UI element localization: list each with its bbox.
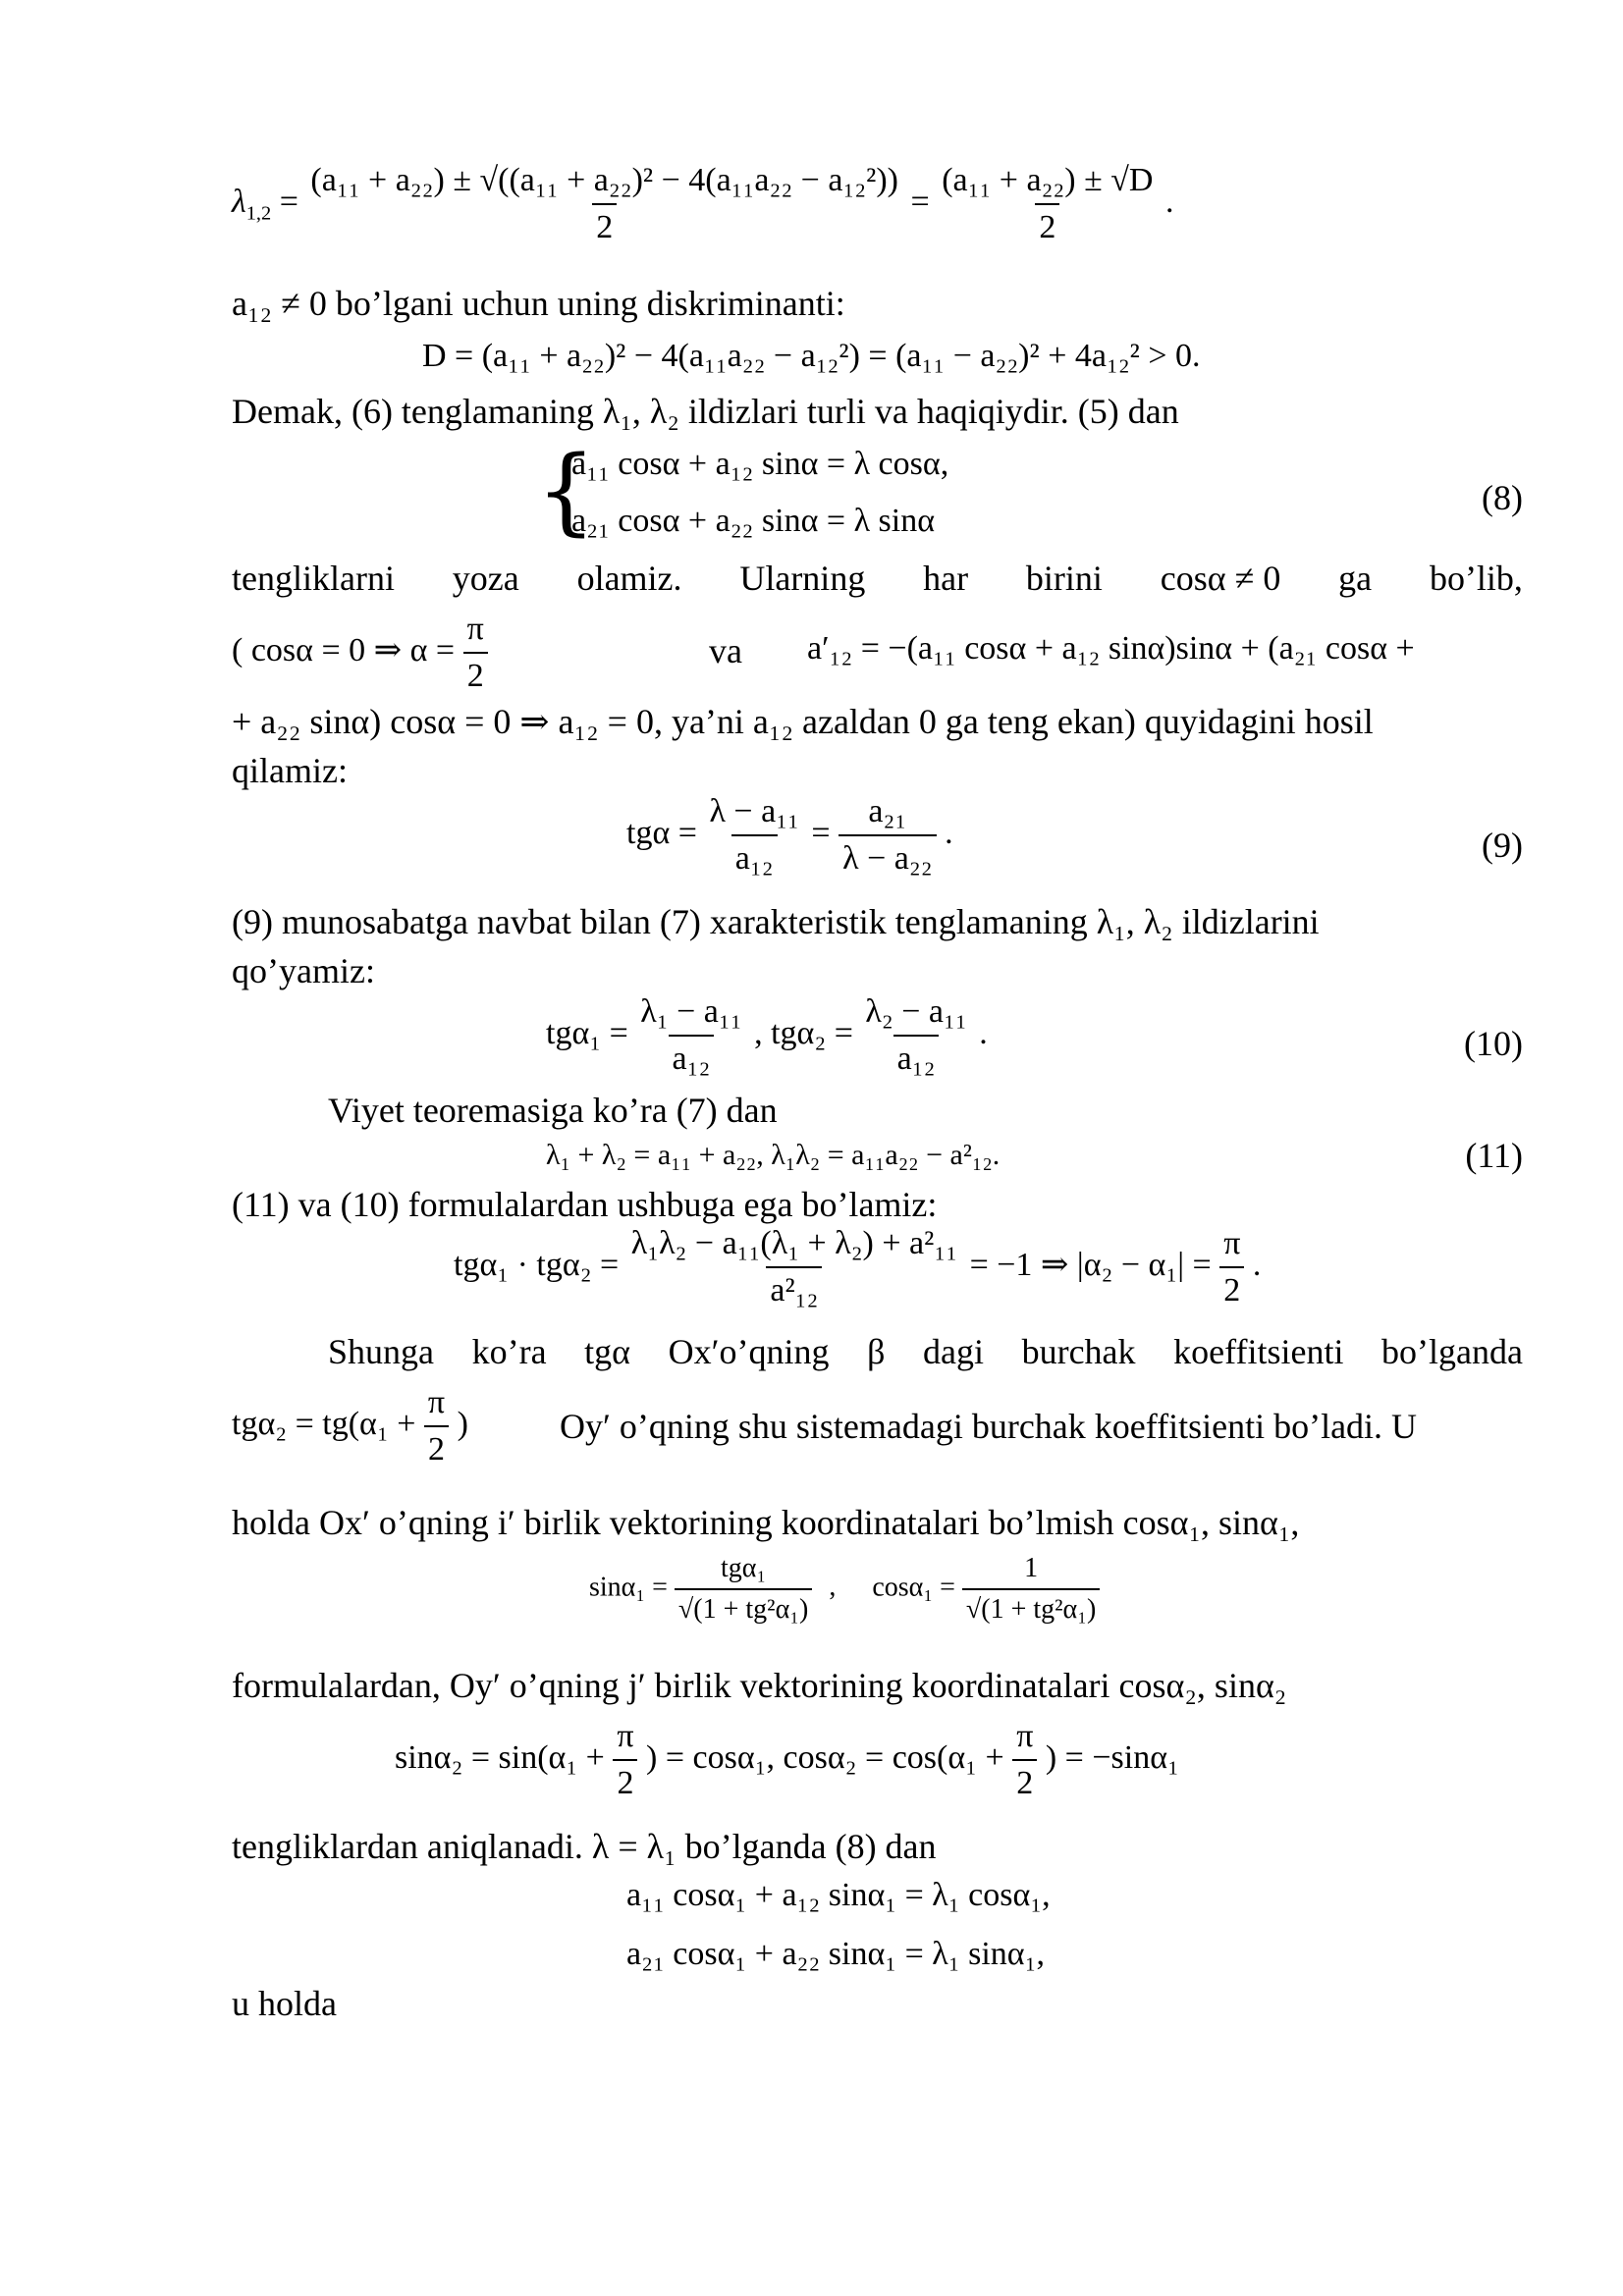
sin-lhs: sinα₁ = (589, 1572, 668, 1603)
tga2-lhs: tgα₂ = tg(α₁ + (232, 1405, 416, 1442)
text-11-va-10: (11) va (10) formulalardan ushbuga ega bo’lamiz: (232, 1185, 938, 1224)
product-fraction (627, 1225, 961, 1309)
pi-symbol: π (1223, 1225, 1241, 1261)
eq9-num2: a₂₁ (868, 793, 907, 829)
formula-cos-zero (232, 611, 488, 695)
cos-den: √(1 + tg²α₁) (962, 1588, 1100, 1626)
text-u-holda: u holda (232, 1984, 337, 2023)
two: 2 (463, 652, 488, 695)
system8-row2: a₂₁ cosα + a₂₂ sinα = λ sinα (571, 503, 936, 539)
eq10-fraction-2 (861, 993, 970, 1078)
equation-number-9: (9) (1482, 826, 1523, 865)
formula-sin-cos-alpha2 (395, 1718, 1179, 1802)
equals-sign: = (811, 814, 831, 851)
word: olamiz. (576, 559, 682, 598)
text-tengliklarni-line (232, 558, 1523, 599)
text-tengliklardan: tengliklardan aniqlanadi. λ = λ₁ bo’lganda (8) dan (232, 1827, 937, 1866)
formula-tga2 (232, 1384, 468, 1468)
text-demak: Demak, (6) tenglamaning λ₁, λ₂ ildizlari turli va haqiqiydir. (5) dan (232, 392, 1179, 431)
word: dagi (923, 1332, 984, 1371)
system8-row1: a₁₁ cosα + a₁₂ sinα = λ cosα, (571, 446, 949, 482)
word: ga (1338, 559, 1373, 598)
word: koeffitsienti (1173, 1332, 1344, 1371)
formula-9 (626, 793, 953, 878)
equation-number-10: (10) (1464, 1024, 1523, 1063)
pi-symbol: π (427, 1384, 446, 1420)
pi-over-2 (463, 611, 488, 695)
fraction-1-denominator: 2 (592, 203, 617, 246)
pi-symbol: π (617, 1718, 634, 1754)
product-den: a²₁₂ (766, 1266, 822, 1309)
product-pi-over-2 (1219, 1225, 1244, 1309)
eq10-fraction-1 (636, 993, 745, 1078)
period: . (979, 1014, 988, 1051)
formula-11: λ₁ + λ₂ = a₁₁ + a₂₂, λ₁λ₂ = a₁₁a₂₂ − a²₁₂. (546, 1139, 1001, 1171)
eq9-den1: a₁₂ (731, 834, 778, 878)
sincos2-pi-over-2-b (1012, 1718, 1037, 1802)
formula-sin-cos-alpha1 (589, 1553, 1100, 1626)
equals-sign: = (910, 183, 939, 220)
formula-product (454, 1225, 1261, 1309)
text-oy-qning: Oy′ o’qning shu sistemadagi burchak koeffitsienti bo’ladi. U (560, 1407, 1418, 1446)
text-a12-discriminant: a₁₂ ≠ 0 bo’lgani uchun uning diskriminanti: (232, 284, 845, 323)
text-qoyamiz: qo’yamiz: (232, 951, 375, 990)
close-paren: ) (457, 1405, 468, 1442)
formula-a12-prime: a′₁₂ = −(a₁₁ cosα + a₁₂ sinα)sinα + (a₂₁ cosα + (807, 630, 1415, 667)
word: Shunga (328, 1332, 434, 1371)
cos-lhs: cosα₁ = (872, 1572, 955, 1603)
text-va: va (709, 631, 742, 670)
lambda-symbol: λ (232, 183, 246, 220)
cos-zero-left: ( cosα = 0 ⇒ α = (232, 631, 456, 668)
word: bo’lganda (1381, 1332, 1523, 1371)
word: birini (1025, 559, 1103, 598)
product-mid: = −1 ⇒ |α₂ − α₁| = (969, 1246, 1212, 1283)
two: 2 (613, 1759, 637, 1802)
eq10-num1: λ₁ − a₁₁ (640, 993, 742, 1030)
eq9-fraction-2 (839, 793, 936, 878)
eq10-den1: a₁₂ (669, 1035, 715, 1078)
system-brace: { (536, 436, 597, 546)
word: ko’ra (471, 1332, 547, 1371)
fraction-2 (938, 162, 1157, 246)
word: bo’lib, (1429, 559, 1523, 598)
formula-10 (546, 993, 988, 1078)
word: Ularning (739, 559, 866, 598)
period: . (1252, 1246, 1262, 1283)
fraction-1-numerator: (a₁₁ + a₂₂) ± √((a₁₁ + a₂₂)² − 4(a₁₁a₂₂ − a₁₂²)) (310, 162, 898, 198)
pi-symbol: π (1016, 1718, 1034, 1754)
equation-number-8: (8) (1482, 478, 1523, 517)
text-shunga-line (328, 1331, 1523, 1372)
word: tgα (584, 1332, 631, 1371)
sincos2-pi-over-2-a (613, 1718, 637, 1802)
formula-lambda12 (232, 162, 1173, 246)
eq10-den2: a₁₂ (893, 1035, 940, 1078)
two: 2 (1012, 1759, 1037, 1802)
word: har (923, 559, 969, 598)
sincos2-b: ) = cosα₁, cosα₂ = cos(α₁ + (646, 1738, 1004, 1776)
equals-sign: = (279, 183, 307, 220)
formula-discriminant: D = (a₁₁ + a₂₂)² − 4(a₁₁a₂₂ − a₁₂²) = (a₁₁ − a₂₂)² + 4a₁₂² > 0. (422, 338, 1201, 374)
fraction-1 (306, 162, 902, 246)
comma: , (829, 1572, 837, 1603)
fraction-2-denominator: 2 (1035, 203, 1059, 246)
eq9-den2: λ − a₂₂ (839, 834, 936, 878)
word: Ox′o’qning (668, 1332, 830, 1371)
word: β (867, 1332, 886, 1371)
sin-num: tgα₁ (721, 1553, 767, 1583)
eq9-num1: λ − a₁₁ (709, 793, 799, 829)
sincos2-c: ) = −sinα₁ (1045, 1738, 1179, 1776)
product-num: λ₁λ₂ − a₁₁(λ₁ + λ₂) + a²₁₁ (630, 1225, 958, 1261)
period: . (1164, 183, 1174, 220)
word: burchak (1021, 1332, 1136, 1371)
fraction-2-numerator: (a₁₁ + a₂₂) ± √D (942, 162, 1154, 198)
period: . (945, 814, 953, 851)
word: cosα ≠ 0 (1160, 559, 1281, 598)
lambda-subscript: 1,2 (245, 202, 272, 225)
word: tengliklarni (232, 559, 395, 598)
tga2-pi-over-2 (424, 1384, 449, 1468)
word: yoza (452, 559, 519, 598)
two: 2 (424, 1425, 449, 1468)
eq10-num2: λ₂ − a₁₁ (865, 993, 967, 1030)
cos-num: 1 (1024, 1553, 1039, 1583)
text-viyet: Viyet teoremasiga ko’ra (7) dan (328, 1091, 778, 1130)
eq9-fraction-1 (705, 793, 802, 878)
eq10-mid: , tgα₂ = (754, 1014, 853, 1051)
text-holda-ox: holda Ox′ o’qning i′ birlik vektorining koordinatalari bo’lmish cosα₁, sinα₁, (232, 1503, 1300, 1542)
text-formulalardan: formulalardan, Oy′ o’qning j′ birlik vektorining koordinatalari cosα₂, sinα₂ (232, 1666, 1287, 1705)
text-9-munosabat: (9) munosabatga navbat bilan (7) xarakteristik tenglamaning λ₁, λ₂ ildizlarini (232, 902, 1320, 941)
cos-fraction (962, 1553, 1100, 1626)
product-lhs: tgα₁ · tgα₂ = (454, 1246, 620, 1283)
sin-fraction (675, 1553, 812, 1626)
pi-symbol: π (466, 611, 484, 647)
formula-final-2: a₂₁ cosα₁ + a₂₂ sinα₁ = λ₁ sinα₁, (626, 1936, 1045, 1972)
sincos2-a: sinα₂ = sin(α₁ + (395, 1738, 605, 1776)
text-qilamiz: qilamiz: (232, 751, 348, 790)
sin-den: √(1 + tg²α₁) (675, 1588, 812, 1626)
text-plus-a22-line: + a₂₂ sinα) cosα = 0 ⇒ a₁₂ = 0, ya’ni a₁₂ azaldan 0 ga teng ekan) quyidagini hosil (232, 702, 1374, 741)
eq10-lhs1: tgα₁ = (546, 1014, 628, 1051)
two: 2 (1219, 1266, 1244, 1309)
formula-final-1: a₁₁ cosα₁ + a₁₂ sinα₁ = λ₁ cosα₁, (626, 1877, 1051, 1913)
equation-number-11: (11) (1465, 1136, 1523, 1175)
eq9-lhs: tgα = (626, 814, 697, 851)
